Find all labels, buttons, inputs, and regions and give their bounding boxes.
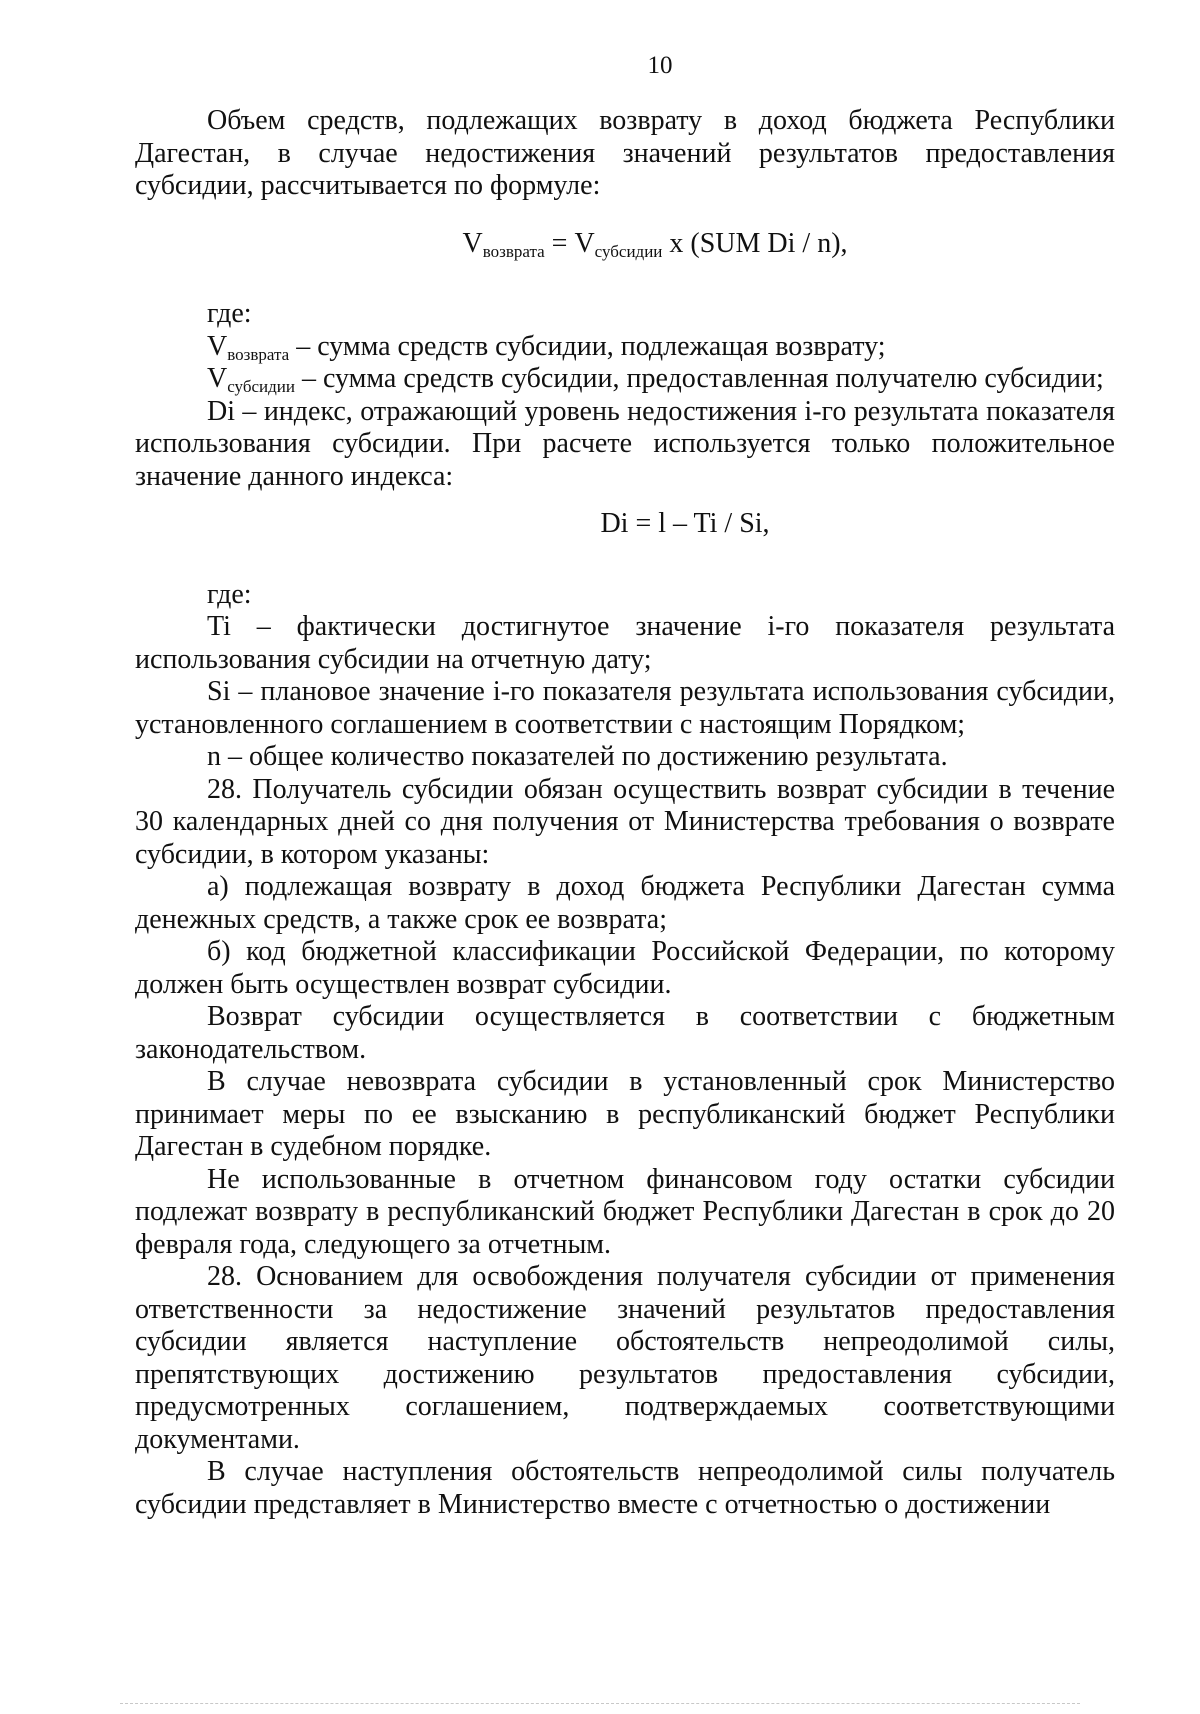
paragraph-where-2: где: (207, 578, 252, 610)
paragraph-force-majeure: В случае наступления обстоятельств непреодолимой силы получатель субсидии представляет в Министерство вместе с отчетностью о достижении (135, 1456, 1115, 1520)
definition-di: Di – индекс, отражающий уровень недостижения i-го результата показателя использования субсидии. При расчете используется только положительное значение данного индекса: (135, 395, 1115, 492)
v-return-definition: – сумма средств субсидии, подлежащая возврату; (289, 330, 886, 362)
v-subsidy-definition: – сумма средств субсидии, предоставленная получателю субсидии; (294, 363, 1104, 394)
document-body (135, 105, 1115, 1521)
definition-v-subsidy (135, 363, 1115, 396)
definition-si: Si – плановое значение i-го показателя результата использования субсидии, установленного соглашением в соответствии с настоящим Порядком; (135, 676, 1115, 740)
paragraph-intro: Объем средств, подлежащих возврату в доход бюджета Республики Дагестан, в случае недостижения значений результатов предоставления субсидии, рассчитывается по формуле: (135, 105, 1115, 201)
page-number: 10 (647, 52, 673, 79)
formula-lhs-symbol: V (462, 227, 483, 259)
paragraph-unused-balance: Не использованные в отчетном финансовом году остатки субсидии подлежат возврату в республиканский бюджет Республики Дагестан в срок до 20 февраля года, следующего за отчетным. (135, 1163, 1115, 1260)
definition-v-return (135, 331, 1115, 364)
paragraph-28-exemption: 28. Основанием для освобождения получателя субсидии от применения ответственности за недостижение значений результатов предоставления субсидии является наступление обстоятельств непреодолимой силы, препятствующих достижению результатов предоставления субсидии, предусмотренных соглашением, подтверждаемых соответствующими документами. (135, 1261, 1115, 1455)
formula-rhs-symbol: V (574, 227, 595, 259)
formula-return-volume (135, 203, 1115, 299)
list-item-a: а) подлежащая возврату в доход бюджета Республики Дагестан сумма денежных средств, а также срок ее возврата; (135, 871, 1115, 935)
list-item-b: б) код бюджетной классификации Российской Федерации, по которому должен быть осуществлен возврат субсидии. (135, 936, 1115, 1000)
formula-di: Di = l – Ti / Si, (600, 508, 770, 539)
v-subsidy-symbol: V (207, 363, 228, 394)
formula-rhs-tail: x (SUM Di / n), (662, 227, 848, 259)
definition-n: n – общее количество показателей по достижению результата. (207, 741, 948, 772)
paragraph-non-return: В случае невозврата субсидии в установленный срок Министерство принимает меры по ее взысканию в республиканский бюджет Республики Дагестан в судебном порядке. (135, 1066, 1115, 1162)
scan-bottom-edge (120, 1703, 1080, 1705)
definition-ti: Ti – фактически достигнутое значение i-го показателя результата использования субсидии на отчетную дату; (135, 611, 1115, 675)
v-subsidy-subscript: субсидии (227, 377, 295, 396)
formula-rhs-subscript: субсидии (594, 241, 663, 261)
paragraph-return-law: Возврат субсидии осуществляется в соответствии с бюджетным законодательством. (135, 1001, 1115, 1065)
formula-equals: = (544, 227, 575, 259)
paragraph-28-return: 28. Получатель субсидии обязан осуществить возврат субсидии в течение 30 календарных дней со дня получения от Министерства требования о возврате субсидии, в котором указаны: (135, 773, 1115, 870)
v-return-symbol: V (207, 330, 228, 362)
paragraph-where-1: где: (207, 298, 252, 329)
v-return-subscript: возврата (227, 344, 290, 364)
formula-lhs-subscript: возврата (482, 241, 545, 261)
